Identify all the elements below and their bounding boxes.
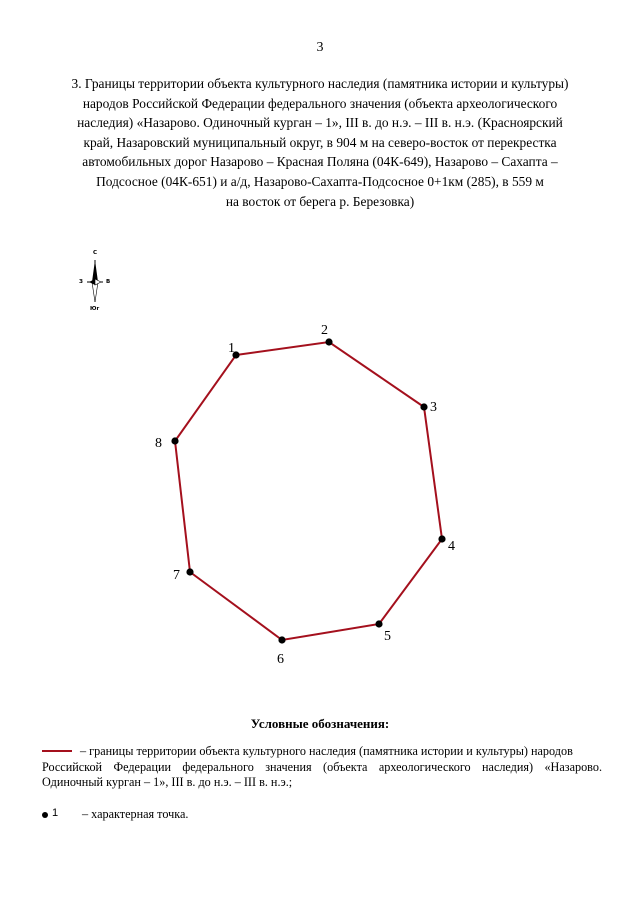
legend-point-description: – характерная точка. — [82, 807, 189, 821]
heading-line: 3. Границы территории объекта культурного наследия (памятника истории и культуры) — [71, 76, 569, 91]
compass-east-label: В — [106, 279, 111, 285]
boundary-polygon — [175, 342, 442, 640]
page-number: 3 — [316, 40, 324, 55]
compass-south-label: Юг — [90, 306, 100, 312]
legend-boundary-text-rest: Российской Федерации федерального значения (объекта археологического наследия) «Назарово. Одиночный курган – 1», III в. до н.э. – III в. н.э.; — [42, 759, 602, 789]
characteristic-points — [171, 338, 445, 643]
heading-line: народов Российской Федерации федерального значения (объекта археологического — [82, 95, 558, 111]
characteristic-point — [325, 338, 332, 345]
characteristic-point — [171, 437, 178, 444]
characteristic-point — [420, 403, 427, 410]
legend-point-sample-label: 1 — [52, 807, 59, 819]
legend-point-icon — [42, 812, 48, 818]
point-label: 8 — [155, 436, 162, 451]
compass-north-label: С — [93, 250, 98, 256]
point-labels — [155, 323, 455, 667]
heading-line: автомобильных дорог Назарово – Красная Поляна (04К-649), Назарово – Сахапта – — [82, 154, 558, 170]
legend-boundary-text-first: – границы территории объекта культурного наследия (памятника истории и культуры) народов — [80, 744, 573, 758]
point-label: 4 — [448, 539, 455, 554]
characteristic-point — [438, 535, 445, 542]
compass-west-label: З — [79, 279, 83, 285]
legend-title: Условные обозначения: — [250, 716, 390, 731]
characteristic-point — [186, 568, 193, 575]
heading-line: Подсосное (04К-651) и а/д, Назарово-Сахапта-Подсосное 0+1км (285), в 559 м — [96, 173, 544, 189]
point-label: 5 — [384, 629, 391, 644]
legend-boundary-description — [42, 744, 602, 791]
point-label: 3 — [430, 400, 437, 415]
characteristic-point — [375, 620, 382, 627]
point-label: 2 — [321, 323, 328, 338]
heading-line: на восток от берега р. Березовка) — [225, 193, 415, 209]
characteristic-point — [278, 636, 285, 643]
point-label: 6 — [277, 652, 284, 667]
heading-line: край, Назаровский муниципальный округ, в 904 м на северо-восток от перекрестка — [83, 134, 557, 150]
point-label: 7 — [173, 568, 180, 583]
heading-line: наследия) «Назарово. Одиночный курган – 1», III в. до н.э. – III в. н.э. (Красноярский — [77, 115, 563, 131]
point-label: 1 — [228, 341, 235, 356]
